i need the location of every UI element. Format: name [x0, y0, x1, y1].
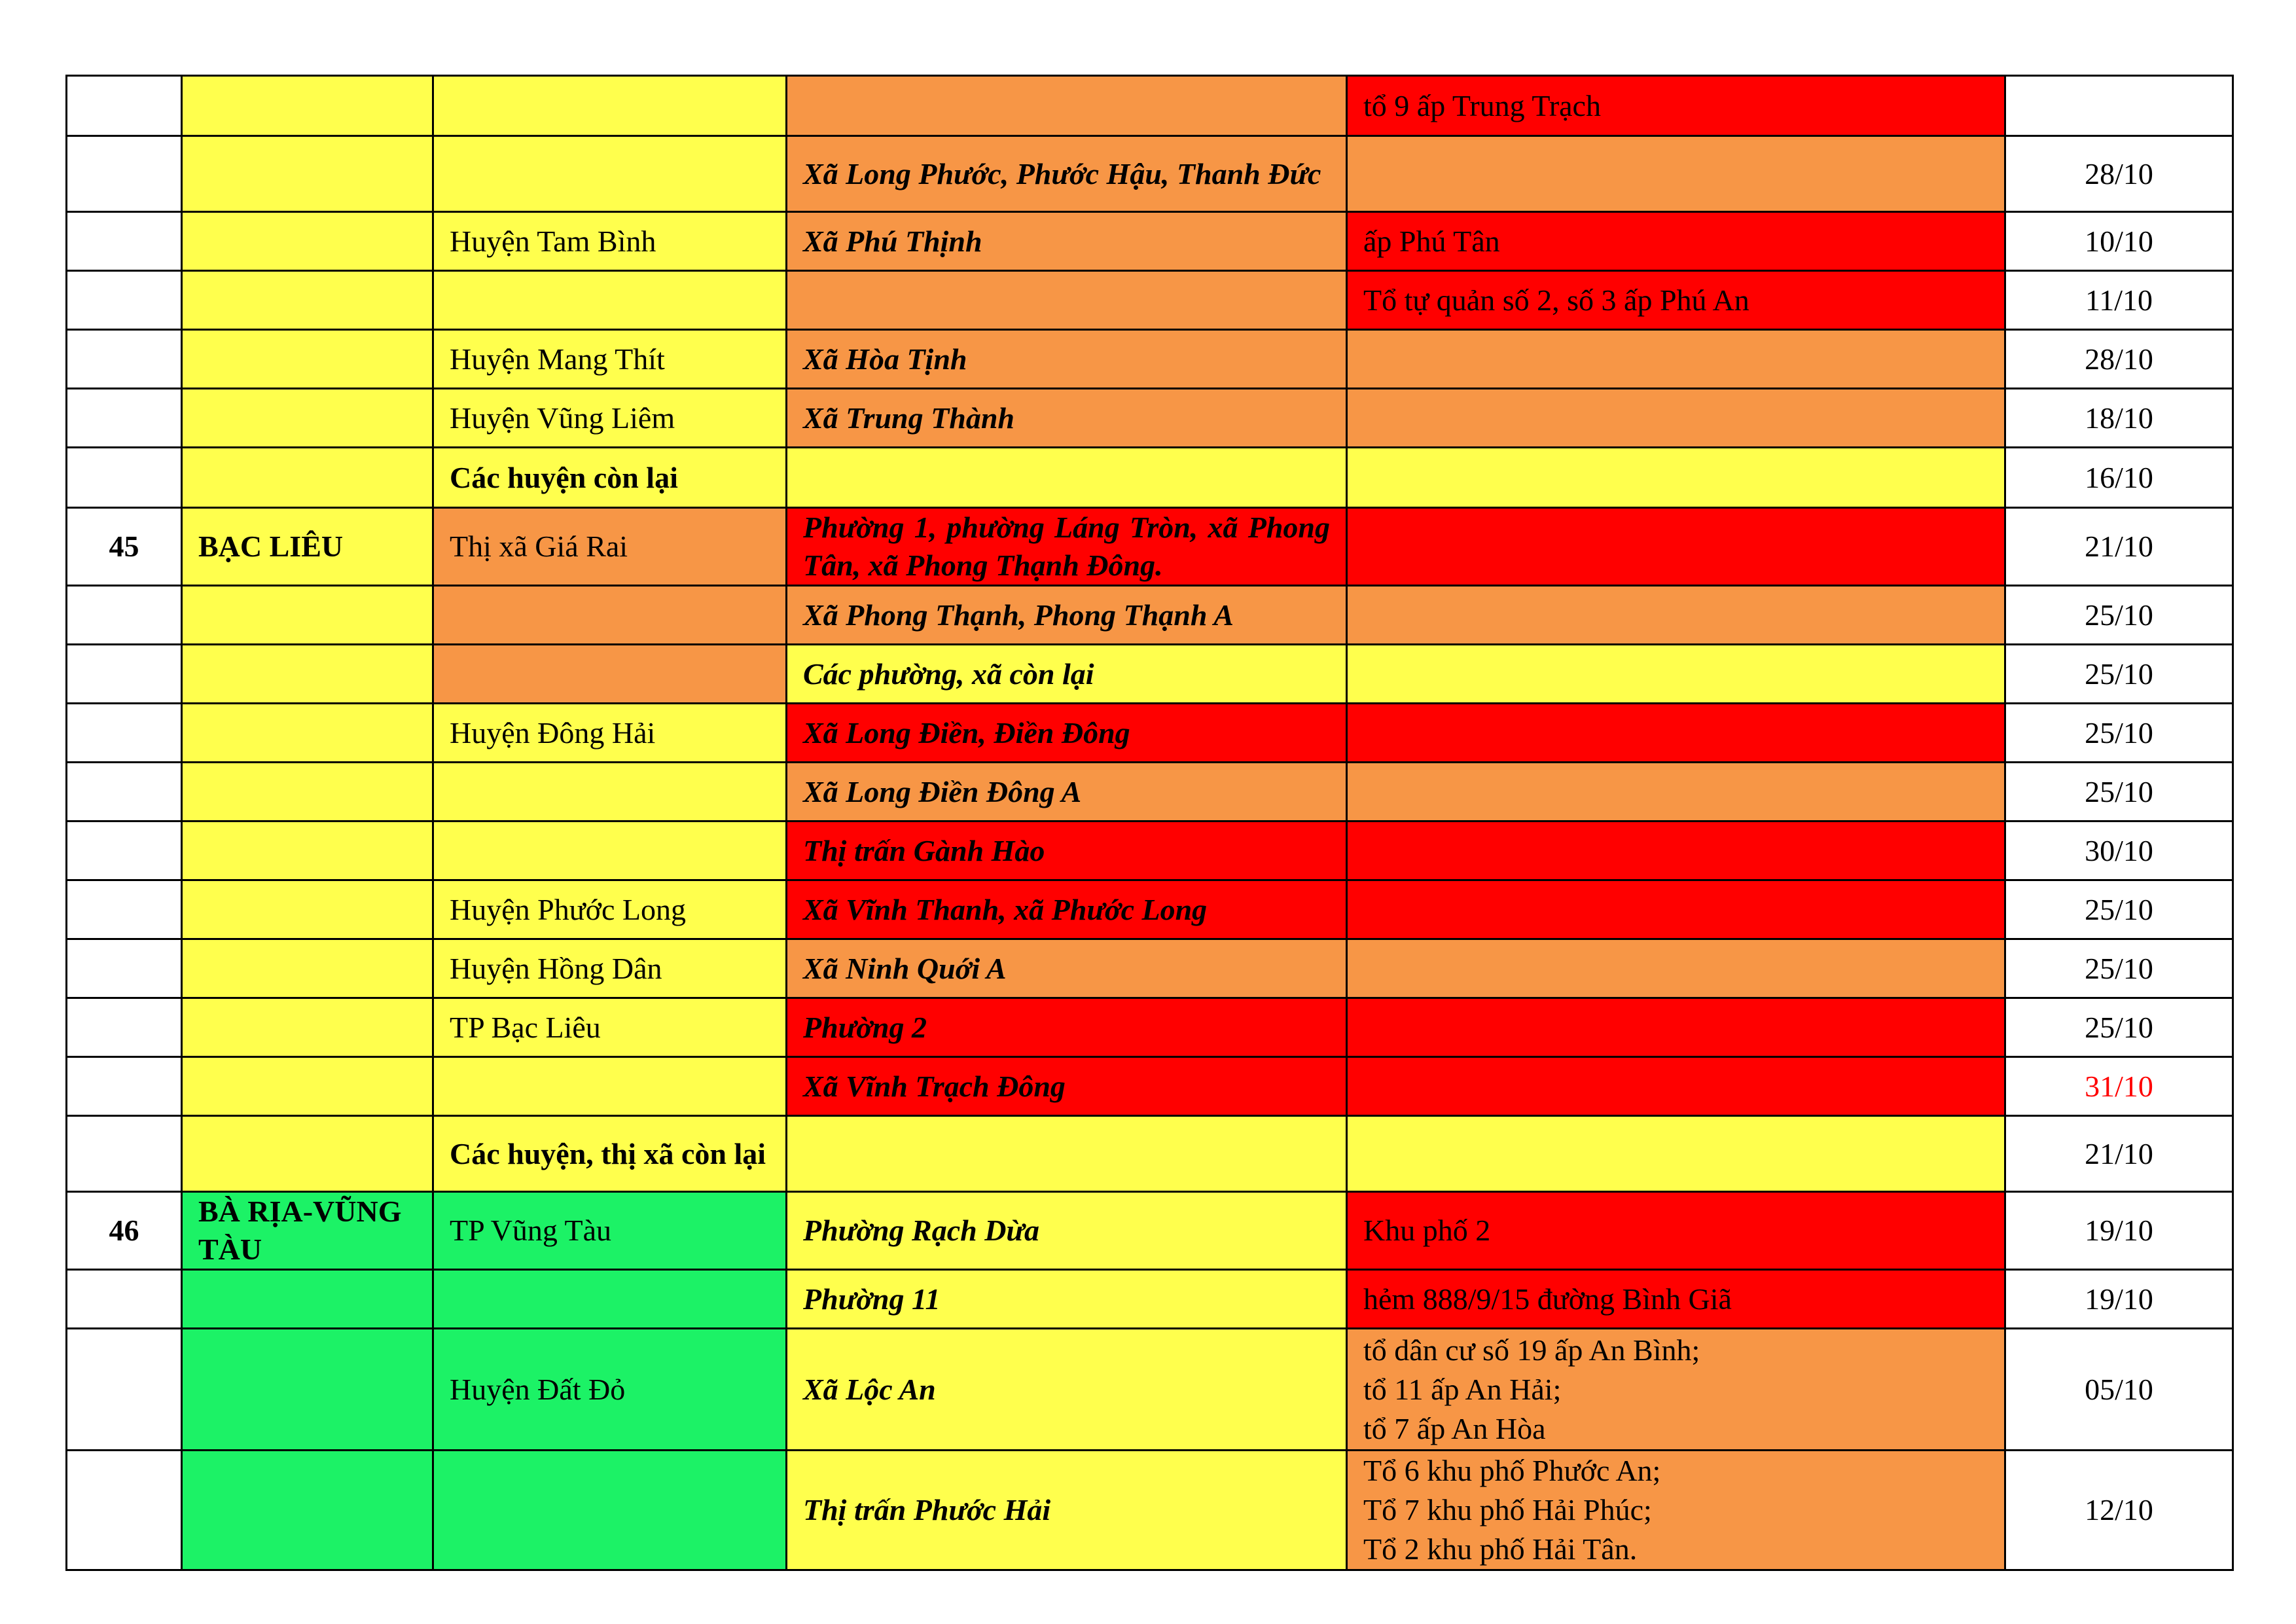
district-cell: [433, 1329, 787, 1451]
ward-cell: [787, 76, 1347, 136]
district-cell: [433, 508, 787, 586]
date-cell: [2005, 76, 2233, 136]
date-cell-text: 19/10: [2085, 1282, 2153, 1316]
date-cell: [2005, 448, 2233, 508]
stt-cell: [67, 704, 182, 763]
province-cell: [182, 508, 433, 586]
district-cell: [433, 1270, 787, 1329]
date-cell: [2005, 586, 2233, 645]
date-cell-text: 18/10: [2085, 401, 2153, 435]
ward-cell: [787, 1270, 1347, 1329]
date-cell-text: 25/10: [2085, 1010, 2153, 1044]
date-cell: [2005, 1057, 2233, 1116]
area-cell: [1347, 1116, 2005, 1192]
ward-cell-text: Phường Rạch Dừa: [803, 1214, 1039, 1247]
district-cell: [433, 1192, 787, 1270]
province-cell: [182, 586, 433, 645]
district-cell-text: Huyện Mang Thít: [450, 342, 665, 376]
stt-cell: [67, 586, 182, 645]
ward-cell: [787, 212, 1347, 271]
date-cell: [2005, 763, 2233, 821]
ward-cell: [787, 1192, 1347, 1270]
date-cell: [2005, 212, 2233, 271]
date-cell: [2005, 821, 2233, 880]
date-cell-text: 05/10: [2085, 1372, 2153, 1406]
table-row: [67, 704, 2233, 763]
ward-cell: [787, 704, 1347, 763]
date-cell-text: 21/10: [2085, 1136, 2153, 1170]
district-cell: [433, 763, 787, 821]
province-cell: [182, 763, 433, 821]
date-cell: [2005, 136, 2233, 212]
stt-cell: [67, 1116, 182, 1192]
province-cell: [182, 389, 433, 448]
ward-cell-text: Xã Long Điền, Điền Đông: [803, 715, 1130, 749]
stt-cell: [67, 448, 182, 508]
province-cell-text: BẠC LIÊU: [198, 530, 344, 563]
area-cell: [1347, 763, 2005, 821]
table-row: [67, 330, 2233, 389]
ward-cell: [787, 1116, 1347, 1192]
stt-cell: [67, 389, 182, 448]
district-cell-text: Các huyện, thị xã còn lại: [450, 1136, 766, 1170]
district-cell-text: Huyện Vũng Liêm: [450, 401, 675, 435]
table-row: [67, 586, 2233, 645]
ward-cell-text: Xã Lộc An: [803, 1372, 936, 1406]
area-cell: [1347, 1329, 2005, 1451]
province-cell: [182, 1192, 433, 1270]
province-cell-text: BÀ RỊA-VŨNG TÀU: [198, 1195, 402, 1266]
district-cell-text: Huyện Phước Long: [450, 892, 686, 926]
province-cell: [182, 939, 433, 998]
district-cell-text: TP Bạc Liêu: [450, 1010, 601, 1044]
stt-cell: [67, 1451, 182, 1570]
district-cell: [433, 704, 787, 763]
table-row: [67, 1270, 2233, 1329]
area-line: Tổ 7 khu phố Hải Phúc;: [1363, 1493, 1652, 1526]
stt-cell: [67, 763, 182, 821]
ward-cell: [787, 821, 1347, 880]
ward-cell: [787, 330, 1347, 389]
stt-cell: [67, 880, 182, 939]
province-cell: [182, 1329, 433, 1451]
stt-cell: [67, 330, 182, 389]
ward-cell: [787, 1451, 1347, 1570]
ward-cell: [787, 508, 1347, 586]
ward-cell: [787, 880, 1347, 939]
date-cell: [2005, 998, 2233, 1057]
area-cell: [1347, 939, 2005, 998]
table-row: [67, 998, 2233, 1057]
ward-cell-text: Xã Phong Thạnh, Phong Thạnh A: [803, 598, 1234, 632]
table-row: [67, 448, 2233, 508]
province-cell: [182, 821, 433, 880]
area-line: tổ dân cư số 19 ấp An Bình;: [1363, 1333, 1700, 1367]
province-cell: [182, 1057, 433, 1116]
stt-cell-text: 46: [109, 1214, 139, 1247]
ward-cell-text: Xã Ninh Quới A: [803, 951, 1007, 985]
ward-cell: [787, 271, 1347, 330]
stt-cell: [67, 76, 182, 136]
district-cell: [433, 330, 787, 389]
table-row: [67, 212, 2233, 271]
table-row: [67, 1116, 2233, 1192]
province-cell: [182, 136, 433, 212]
district-cell: [433, 821, 787, 880]
table-row: [67, 271, 2233, 330]
area-cell-text: hẻm 888/9/15 đường Bình Giã: [1363, 1282, 1732, 1316]
district-cell: [433, 998, 787, 1057]
date-cell-text: 25/10: [2085, 774, 2153, 808]
ward-cell: [787, 939, 1347, 998]
area-cell: [1347, 136, 2005, 212]
area-cell: [1347, 586, 2005, 645]
table-row: [67, 763, 2233, 821]
date-cell-text: 30/10: [2085, 833, 2153, 867]
area-cell: [1347, 645, 2005, 704]
district-cell-text: Thị xã Giá Rai: [450, 530, 628, 563]
province-cell: [182, 212, 433, 271]
date-cell-text: 25/10: [2085, 892, 2153, 926]
table-row: [67, 645, 2233, 704]
ward-cell: [787, 389, 1347, 448]
table-row: [67, 1057, 2233, 1116]
date-cell-text: 25/10: [2085, 715, 2153, 749]
date-cell-text: 28/10: [2085, 156, 2153, 190]
date-cell-text: 28/10: [2085, 342, 2153, 376]
date-cell: [2005, 704, 2233, 763]
district-cell: [433, 1116, 787, 1192]
covid-risk-table: [65, 75, 2234, 1571]
area-cell: [1347, 389, 2005, 448]
ward-cell-text: Xã Vĩnh Thanh, xã Phước Long: [803, 892, 1208, 926]
district-cell: [433, 448, 787, 508]
district-cell-text: Huyện Đông Hải: [450, 715, 656, 749]
ward-cell-text: Thị trấn Gành Hào: [803, 833, 1045, 867]
area-line: Tổ 2 khu phố Hải Tân.: [1363, 1532, 1638, 1566]
ward-cell-text: Các phường, xã còn lại: [803, 657, 1094, 691]
table-row: [67, 136, 2233, 212]
district-cell: [433, 389, 787, 448]
district-cell: [433, 76, 787, 136]
table-row: [67, 1329, 2233, 1451]
date-cell-text: 16/10: [2085, 460, 2153, 494]
date-cell: [2005, 1192, 2233, 1270]
date-cell: [2005, 1116, 2233, 1192]
area-cell: [1347, 1270, 2005, 1329]
province-cell: [182, 448, 433, 508]
area-line: tổ 7 ấp An Hòa: [1363, 1411, 1546, 1445]
stt-cell: [67, 508, 182, 586]
stt-cell: [67, 939, 182, 998]
area-cell: [1347, 880, 2005, 939]
district-cell-text: Các huyện còn lại: [450, 460, 678, 494]
date-cell: [2005, 1451, 2233, 1570]
ward-cell: [787, 586, 1347, 645]
province-cell: [182, 1116, 433, 1192]
ward-cell-text: Phường 1, phường Láng Tròn, xã Phong Tân, xã Phong Thạnh Đông.: [803, 511, 1330, 582]
district-cell-text: Huyện Hồng Dân: [450, 951, 662, 985]
district-cell: [433, 136, 787, 212]
date-cell: [2005, 508, 2233, 586]
date-cell: [2005, 389, 2233, 448]
stt-cell: [67, 1192, 182, 1270]
province-cell: [182, 1270, 433, 1329]
stt-cell: [67, 1329, 182, 1451]
area-cell-text: tổ 9 ấp Trung Trạch: [1363, 88, 1601, 122]
ward-cell-text: Xã Trung Thành: [803, 401, 1014, 435]
date-cell: [2005, 939, 2233, 998]
table-row: [67, 821, 2233, 880]
ward-cell-text: Phường 2: [803, 1010, 927, 1044]
table-row: [67, 939, 2233, 998]
area-cell-text: Tổ tự quản số 2, số 3 ấp Phú An: [1363, 283, 1749, 317]
area-cell: [1347, 704, 2005, 763]
area-line: tổ 11 ấp An Hải;: [1363, 1372, 1562, 1406]
table-row: [67, 508, 2233, 586]
table-row: [67, 389, 2233, 448]
province-cell: [182, 76, 433, 136]
stt-cell: [67, 1057, 182, 1116]
date-cell-text: 19/10: [2085, 1214, 2153, 1247]
table-row: [67, 1451, 2233, 1570]
area-cell: [1347, 998, 2005, 1057]
date-cell-text: 25/10: [2085, 598, 2153, 632]
date-cell-text: 12/10: [2085, 1493, 2153, 1526]
date-cell: [2005, 645, 2233, 704]
date-cell-text: 21/10: [2085, 530, 2153, 563]
ward-cell-text: Thị trấn Phước Hải: [803, 1493, 1051, 1526]
stt-cell: [67, 821, 182, 880]
district-cell: [433, 880, 787, 939]
district-cell: [433, 939, 787, 998]
area-cell-text: ấp Phú Tân: [1363, 224, 1500, 258]
stt-cell: [67, 1270, 182, 1329]
table-row: [67, 76, 2233, 136]
date-cell: [2005, 330, 2233, 389]
area-cell: [1347, 1192, 2005, 1270]
date-cell-text: 31/10: [2085, 1069, 2153, 1103]
ward-cell: [787, 448, 1347, 508]
district-cell: [433, 645, 787, 704]
area-cell-text: Khu phố 2: [1363, 1214, 1491, 1247]
stt-cell: [67, 645, 182, 704]
area-cell: [1347, 448, 2005, 508]
stt-cell-text: 45: [109, 530, 139, 563]
area-cell: [1347, 1451, 2005, 1570]
area-cell: [1347, 212, 2005, 271]
date-cell: [2005, 1329, 2233, 1451]
province-cell: [182, 1451, 433, 1570]
ward-cell-text: Xã Vĩnh Trạch Đông: [803, 1069, 1066, 1103]
area-cell: [1347, 271, 2005, 330]
date-cell-text: 25/10: [2085, 657, 2153, 691]
province-cell: [182, 330, 433, 389]
date-cell-text: 11/10: [2085, 283, 2153, 317]
area-cell: [1347, 330, 2005, 389]
ward-cell: [787, 998, 1347, 1057]
area-cell: [1347, 1057, 2005, 1116]
ward-cell: [787, 645, 1347, 704]
ward-cell-text: Xã Long Điền Đông A: [803, 774, 1082, 808]
stt-cell: [67, 136, 182, 212]
province-cell: [182, 998, 433, 1057]
district-cell: [433, 586, 787, 645]
province-cell: [182, 704, 433, 763]
district-cell: [433, 271, 787, 330]
province-cell: [182, 645, 433, 704]
district-cell: [433, 1057, 787, 1116]
district-cell-text: Huyện Đất Đỏ: [450, 1372, 626, 1406]
district-cell-text: Huyện Tam Bình: [450, 224, 656, 258]
district-cell: [433, 212, 787, 271]
area-line: Tổ 6 khu phố Phước An;: [1363, 1454, 1661, 1487]
area-cell: [1347, 76, 2005, 136]
ward-cell-text: Xã Phú Thịnh: [803, 224, 982, 258]
stt-cell: [67, 271, 182, 330]
date-cell: [2005, 1270, 2233, 1329]
date-cell-text: 10/10: [2085, 224, 2153, 258]
province-cell: [182, 271, 433, 330]
district-cell-text: TP Vũng Tàu: [450, 1214, 612, 1247]
ward-cell: [787, 1057, 1347, 1116]
table-body: [67, 76, 2233, 1570]
ward-cell-text: Xã Long Phước, Phước Hậu, Thanh Đức: [803, 156, 1321, 190]
ward-cell-text: Phường 11: [803, 1282, 941, 1316]
district-cell: [433, 1451, 787, 1570]
stt-cell: [67, 212, 182, 271]
ward-cell: [787, 1329, 1347, 1451]
area-cell: [1347, 508, 2005, 586]
ward-cell-text: Xã Hòa Tịnh: [803, 342, 967, 376]
date-cell: [2005, 880, 2233, 939]
table-row: [67, 880, 2233, 939]
stt-cell: [67, 998, 182, 1057]
table-row: [67, 1192, 2233, 1270]
province-cell: [182, 880, 433, 939]
date-cell: [2005, 271, 2233, 330]
ward-cell: [787, 763, 1347, 821]
area-cell: [1347, 821, 2005, 880]
ward-cell: [787, 136, 1347, 212]
date-cell-text: 25/10: [2085, 951, 2153, 985]
